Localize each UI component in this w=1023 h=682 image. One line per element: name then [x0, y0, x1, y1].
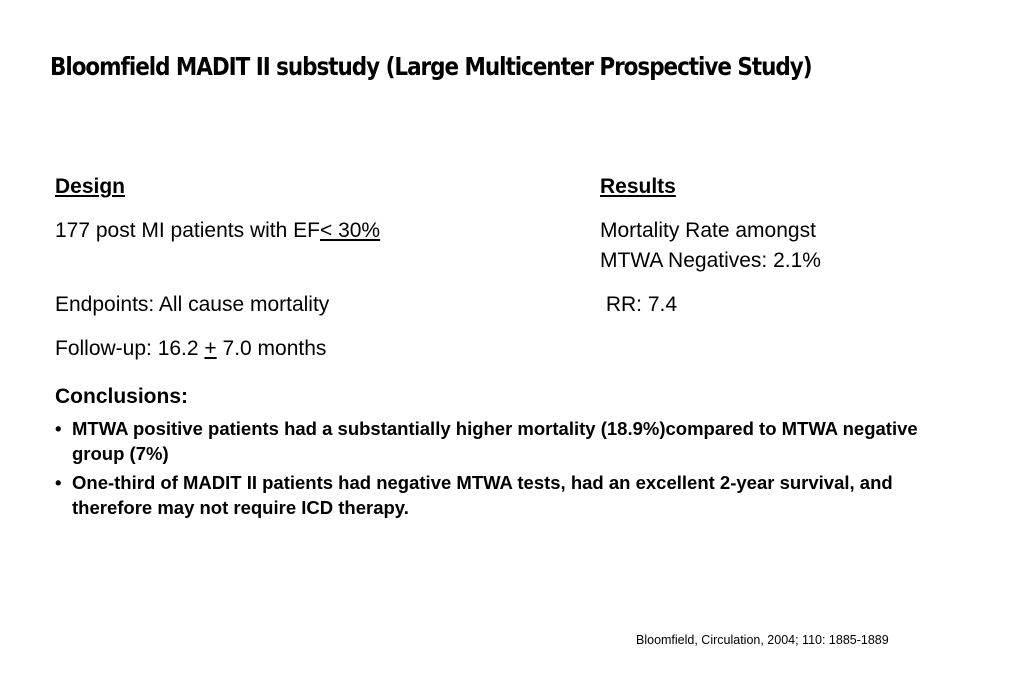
- conclusion-text: MTWA positive patients had a substantially higher mortality (18.9%)compared to MTWA negative group (7%): [72, 418, 918, 464]
- design-followup-suffix: 7.0 months: [216, 337, 327, 360]
- results-line-2: MTWA Negatives: 2.1%: [600, 249, 821, 272]
- design-column: [55, 172, 575, 364]
- citation: Bloomfield, Circulation, 2004; 110: 1885-1889: [636, 633, 889, 647]
- list-item: [55, 470, 955, 520]
- design-patients: [55, 216, 575, 246]
- results-heading: Results: [600, 175, 676, 198]
- results-rr: RR: 7.4: [600, 293, 678, 316]
- design-ef-threshold: < 30%: [319, 219, 381, 242]
- list-item: [55, 416, 955, 466]
- design-followup-text: Follow-up: 16.2: [55, 337, 205, 360]
- results-column: [600, 172, 980, 320]
- conclusion-text: One-third of MADIT II patients had negative MTWA tests, had an excellent 2-year survival, and therefore may not require ICD therapy.: [72, 472, 893, 518]
- design-patients-text: 177 post MI patients with EF: [55, 219, 320, 242]
- conclusions-section: [55, 382, 955, 524]
- design-endpoints: Endpoints: All cause mortality: [55, 293, 330, 316]
- bullet-icon: •: [55, 472, 62, 493]
- bullet-icon: •: [55, 418, 62, 439]
- design-followup: [55, 334, 575, 364]
- results-line-1: Mortality Rate amongst: [600, 219, 816, 242]
- design-heading: Design: [55, 175, 126, 198]
- conclusions-list: [55, 416, 955, 520]
- design-followup-plusminus: +: [204, 337, 217, 360]
- conclusions-heading: Conclusions:: [55, 385, 189, 408]
- slide-title: Bloomfield MADIT II substudy (Large Multicenter Prospective Study): [50, 52, 812, 81]
